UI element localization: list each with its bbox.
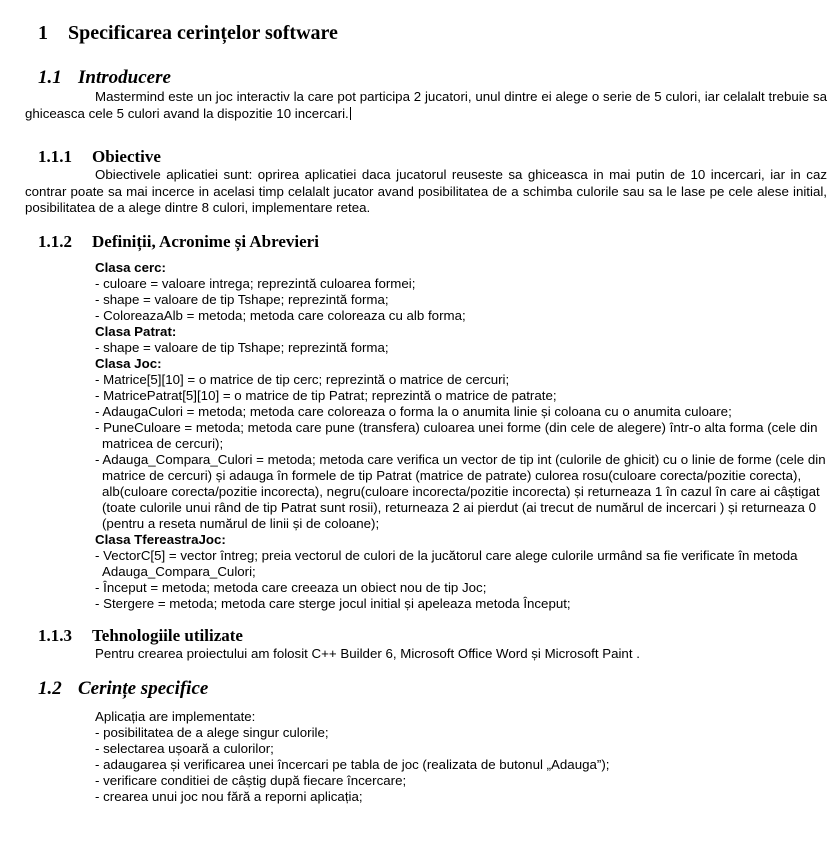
heading-1-1-3-tehnologii[interactable]: [38, 626, 827, 646]
definition-item-line[interactable]: - ColoreazaAlb = metoda; metoda care coloreaza cu alb forma;: [95, 307, 466, 323]
heading-number: 1.1.2: [38, 231, 72, 251]
heading-1-1-2-definitii[interactable]: [38, 232, 827, 252]
definition-item-line[interactable]: - shape = valoare de tip Tshape; reprezintă forma;: [95, 291, 389, 307]
heading-title: Definiții, Acronime și Abrevieri: [92, 231, 319, 251]
heading-title: Tehnologiile utilizate: [92, 625, 243, 645]
heading-1-1-introducere[interactable]: [38, 67, 827, 89]
definition-class-line[interactable]: Clasa cerc:: [95, 259, 166, 275]
definition-item-line[interactable]: - Stergere = metoda; metoda care sterge jocul initial și apeleaza metoda Început;: [95, 595, 571, 611]
definition-item-line[interactable]: - PuneCuloare = metoda; metoda care pune (transfera) culoarea unei forme (din cele de alegere) într-o alta forma (cele din matricea de cercuri);: [95, 419, 818, 451]
intro-text: Mastermind este un joc interactiv la care pot participa 2 jucatori, unul dintre ei alege o serie de 5 culori, iar celalalt trebuie sa ghiceasca cele 5 culori avand la dispozitie 10 incercari.: [25, 89, 827, 121]
definition-class-line[interactable]: Clasa Patrat:: [95, 323, 177, 339]
definition-item-line[interactable]: - MatricePatrat[5][10] = o matrice de tip Patrat; reprezintă o matrice de patrate;: [95, 387, 557, 403]
heading-1-specificarea[interactable]: [38, 22, 827, 45]
definition-item-line[interactable]: - shape = valoare de tip Tshape; reprezintă forma;: [95, 339, 389, 355]
intro-paragraph[interactable]: [25, 89, 827, 122]
heading-title: Specificarea cerințelor software: [68, 22, 338, 44]
definition-item-line[interactable]: - AdaugaCulori = metoda; metoda care coloreaza o forma la o anumita linie și coloana cu o anumita culoare;: [95, 403, 732, 419]
requirement-item[interactable]: - crearea unui joc nou fără a reporni aplicația;: [95, 789, 363, 804]
heading-number: 1.1.1: [38, 147, 72, 166]
requirement-item[interactable]: - adaugarea și verificarea unei încercari pe tabla de joc (realizata de butonul „Adauga”);: [95, 757, 610, 772]
heading-title: Cerințe specifice: [78, 678, 209, 699]
requirements-list: [95, 709, 827, 805]
requirement-item[interactable]: - verificare conditiei de câștig după fiecare încercare;: [95, 773, 407, 788]
obiective-paragraph[interactable]: Obiectivele aplicatiei sunt: oprirea aplicatiei daca jucatorul reuseste sa ghiceasca in mai putin de 10 incercari, iar in caz contrar poate sa mai incerce in acelasi timp celalalt jucator avand posibilitatea de a schimba culorile sau sa le lase pe cele alese initial, posibilitatea de a alege dintre 8 culori, implementare retea.: [25, 167, 827, 215]
definition-item-line[interactable]: - Adauga_Compara_Culori = metoda; metoda care verifica un vector de tip int (culorile de ghicit) cu o linie de forme (cele din matrice de cercuri) și adauga în formele de tip Patrat (matrice de patrate) culorea rosu(culoare corecta/pozitie corecta), alb(culoare corecta/pozitie incorecta), negru(culoare incorecta/pozitie incorecta) și returneaza 1 în cazul în care ai câștigat (toate culorile unui rând de tip Patrat sunt rosii), returneaza 2 ai pierdut (ai trecut de numărul de incercari ) și returneaza 0 (pentru a reseta numărul de linii și de coloane);: [95, 451, 826, 531]
definition-item-line[interactable]: - Început = metoda; metoda care creeaza un obiect nou de tip Joc;: [95, 579, 487, 595]
tehnologii-paragraph[interactable]: Pentru crearea proiectului am folosit C++ Builder 6, Microsoft Office Word și Microsoft Paint .: [95, 645, 640, 661]
definition-item-line[interactable]: - VectorC[5] = vector întreg; preia vectorul de culori de la jucătorul care alege culorile urmând sa fie verificate în metoda Adauga_Compara_Culori;: [95, 547, 798, 579]
definitions-list: [95, 260, 827, 612]
heading-number: 1.1: [38, 67, 62, 88]
heading-number: 1.2: [38, 678, 62, 699]
text-caret: [350, 107, 351, 120]
definition-item-line[interactable]: - Matrice[5][10] = o matrice de tip cerc; reprezintă o matrice de cercuri;: [95, 371, 510, 387]
heading-1-1-1-obiective[interactable]: [38, 147, 827, 167]
definition-item-line[interactable]: - culoare = valoare intrega; reprezintă culoarea formei;: [95, 275, 416, 291]
requirements-lead[interactable]: Aplicația are implementate:: [95, 709, 256, 724]
definition-class-line[interactable]: Clasa Joc:: [95, 355, 162, 371]
heading-title: Obiective: [92, 147, 161, 166]
requirement-item[interactable]: - posibilitatea de a alege singur culorile;: [95, 725, 329, 740]
heading-number: 1: [38, 22, 48, 44]
requirement-item[interactable]: - selectarea ușoară a culorilor;: [95, 741, 274, 756]
definition-class-line[interactable]: Clasa TfereastraJoc:: [95, 531, 226, 547]
heading-1-2-cerinte-specifice[interactable]: [38, 678, 827, 700]
heading-title: Introducere: [78, 67, 171, 88]
heading-number: 1.1.3: [38, 625, 72, 645]
